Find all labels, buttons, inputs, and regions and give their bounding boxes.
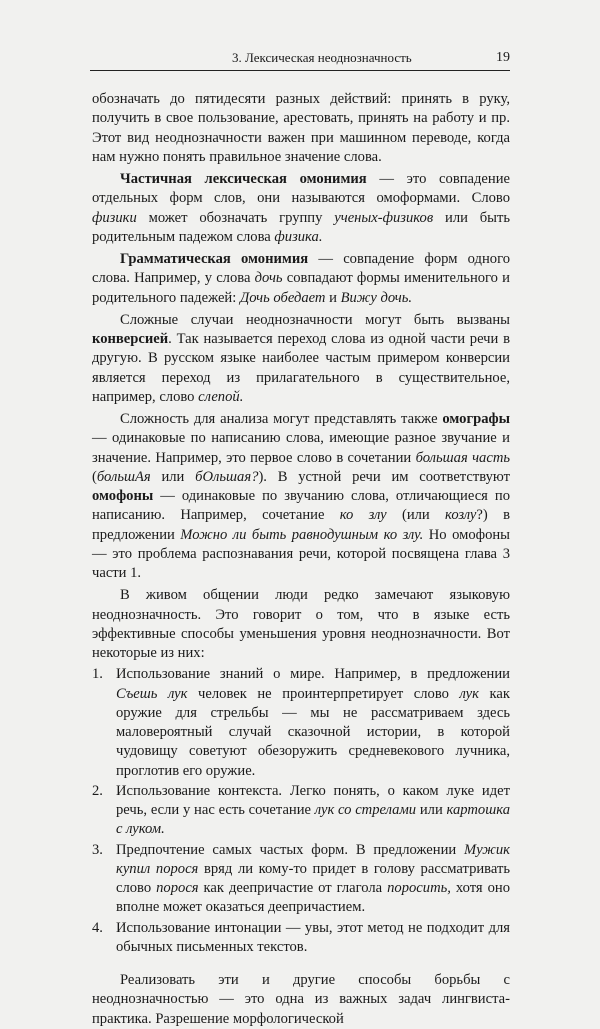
paragraph-homographs: Сложность для анализа могут представлять также омографы — одинаковые по написанию слова, имеющие разное звучание и значение. Например, это первое слово в сочетании большая часть (большАя или бОльшая?). В устной речи им соответствуют омофоны — одинаковые по звучанию слова, отличающиеся по написанию. Например, сочетание ко злу (или козлу?) в предложении Можно ли быть равнодушным ко злу. Но омофоны — это проблема распознавания речи, которой посвящена глава 3 части 1. bbox=[92, 411, 510, 581]
chapter-title: 3. Лексическая неоднозначность bbox=[232, 50, 412, 65]
page-number: 19 bbox=[496, 50, 510, 65]
term-homographs: омографы bbox=[442, 411, 510, 427]
paragraph-live-communication: В живом общении люди редко замечают языковую неоднозначность. Это говорит о том, что в языке есть эффективные способы уменьшения уровня неоднозначности. Вот некоторые из них: bbox=[92, 587, 510, 661]
term-homophones: омофоны bbox=[92, 488, 154, 504]
list-item: 3. Предпочтение самых частых форм. В предложении Мужик купил порося вряд ли кому-то придет в голову рассматривать слово порося как деепричастие от глагола поросить, хотя оно вполне может оказаться деепричастием. bbox=[92, 841, 511, 916]
term-conversion: конверсией bbox=[92, 331, 169, 347]
list-item: 1. Использование знаний о мире. Например, в предложении Съешь лук человек не проинтерпретирует слово лук как оружие для стрельбы — мы не рассматриваем здесь маловероятный случай сказочной истории, в которой чудовищу советуют обезоружить средневекового лучника, проглотив его оружие. bbox=[92, 666, 510, 779]
header-divider bbox=[90, 70, 510, 71]
running-head bbox=[90, 50, 510, 70]
list-item: 4. Использование интонации — увы, этот метод не подходит для обычных письменных текстов. bbox=[92, 919, 510, 955]
ambiguity-methods-list bbox=[92, 665, 510, 957]
term-partial-homonymy: Частичная лексическая омонимия bbox=[120, 171, 367, 187]
paragraph-continuation: обозначать до пятидесяти разных действий: принять в руку, получить в свое пользование, арестовать, принять на работу и пр. Этот вид неоднозначности важен при машинном переводе, когда нам нужно понять правильное значение слова. bbox=[92, 91, 510, 165]
paragraph-conversion: Сложные случаи неоднозначности могут быть вызваны конверсией. Так называется переход слова из одной части речи в другую. В русском языке наиболее частым примером конверсии является переход из прилагательного в существительное, например, слово слепой. bbox=[92, 311, 510, 405]
body-text bbox=[92, 90, 510, 1029]
list-item: 2. Использование контекста. Легко понять, о каком луке идет речь, если у нас есть сочетание лук со стрелами или картошка с луком. bbox=[92, 782, 511, 838]
term-grammatical-homonymy: Грамматическая омонимия bbox=[120, 251, 309, 267]
paragraph-grammatical-homonymy: Грамматическая омонимия — совпадение форм одного слова. Например, у слова дочь совпадают формы именительного и родительного падежей: Дочь обедает и Вижу дочь. bbox=[92, 251, 510, 306]
paragraph-partial-homonymy: Частичная лексическая омонимия — это совпадение отдельных форм слов, они называются омоформами. Слово физики может обозначать группу ученых-физиков или быть родительным падежом слова физика. bbox=[92, 171, 510, 245]
paragraph-closing: Реализовать эти и другие способы борьбы с неоднозначностью — это одна из важных задач лингвиста-практика. Разрешение морфологической bbox=[92, 972, 510, 1027]
